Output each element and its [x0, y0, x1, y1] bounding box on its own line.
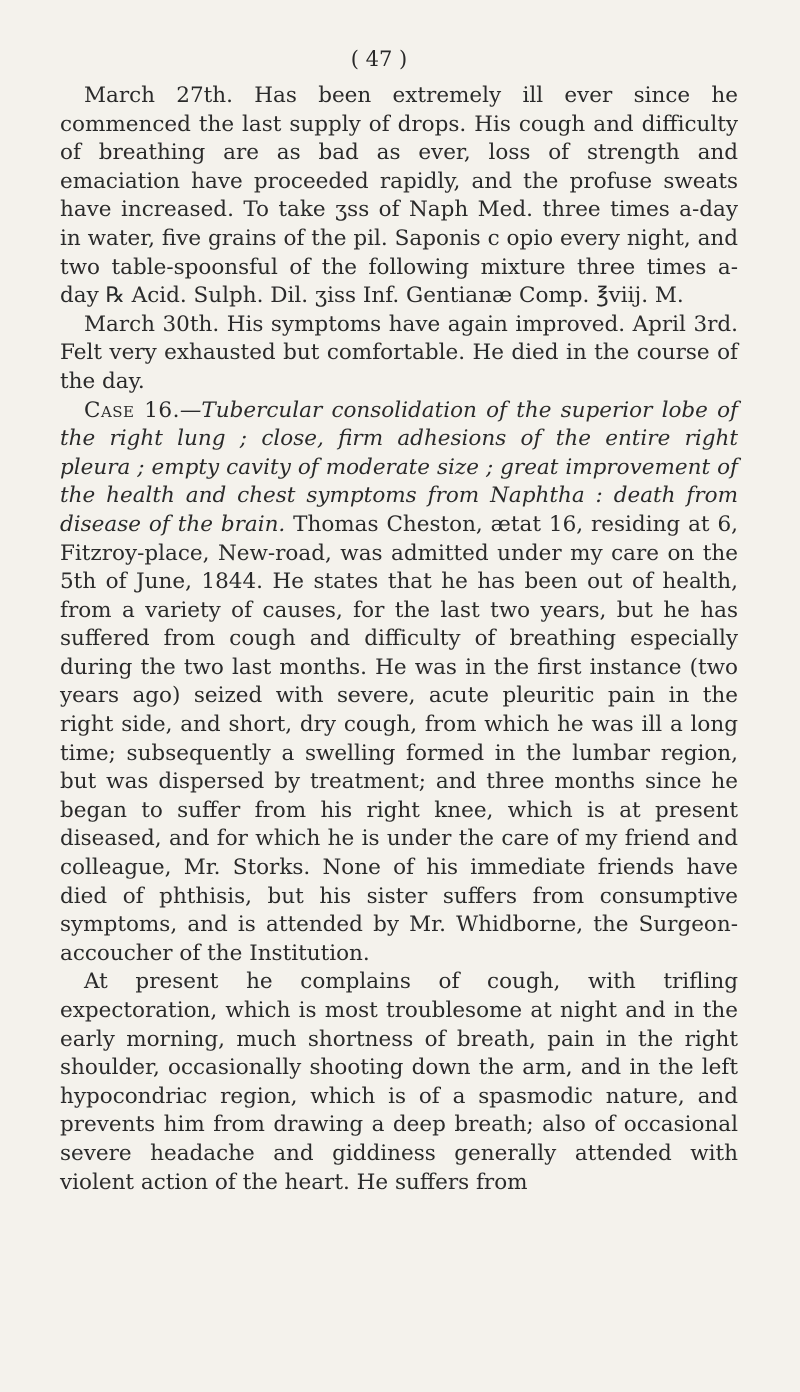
case-label: Case 16. — [84, 397, 180, 423]
paragraph-present-symptoms: At present he complains of cough, with trifling expectoration, which is most troublesome at night and in the early morning, much shortness of breath, pain in the right shoulder, occasionally shooting down the arm, and in the left hypocondriac region, which is of a spasmodic nature, and prevents him from drawing a deep breath; also of occasional severe headache and giddiness generally attended with violent action of the heart. He suffers from — [60, 969, 738, 1195]
paragraph-march-30: March 30th. His symptoms have again improved. April 3rd. Felt very exhausted but comfortable. He died in the course of the day. — [60, 311, 738, 394]
case-history: Thomas Cheston, ætat 16, residing at 6, Fitzroy-place, New-road, was admitted under my care on the 5th of June, 1844. He states that he has been out of health, from a variety of causes, for the last two years, but he has suffered from cough and difficulty of breathing especially during the two last months. He was in the first instance (two years ago) seized with severe, acute pleuritic pain in the right side, and short, dry cough, from which he was ill a long time; subsequently a swelling formed in the lumbar region, but was dispersed by treatment; and three months since he began to suffer from his right knee, which is at present diseased, and for which he is under the care of my friend and colleague, Mr. Storks. None of his immediate friends have died of phthisis, but his sister suffers from consumptive symptoms, and is attended by Mr. Whidborne, the Surgeon-accoucher of the Institution. — [60, 511, 738, 966]
page-number: ( 47 ) — [350, 47, 408, 71]
paragraph-case-16 — [60, 397, 738, 969]
body-text — [60, 82, 738, 1197]
paragraph-march-27: March 27th. Has been extremely ill ever since he commenced the last supply of drops. His cough and difficulty of breathing are as bad as ever, loss of strength and emaciation have proceeded rapidly, and the profuse sweats have increased. To take ʒss of Naph Med. three times a-day in water, five grains of the pil. Saponis c opio every night, and two table-spoonsful of the following mixture three times a-day ℞ Acid. Sulph. Dil. ʒiss Inf. Gentianæ Comp. ℥viij. M. — [60, 83, 738, 309]
case-heading: —Tubercular consolidation of the superior lobe of the right lung ; close, firm adhesions of the entire right pleura ; empty cavity of moderate size ; great improvement of the health and chest symptoms from Naphtha : death from disease of the brain. — [60, 397, 738, 537]
